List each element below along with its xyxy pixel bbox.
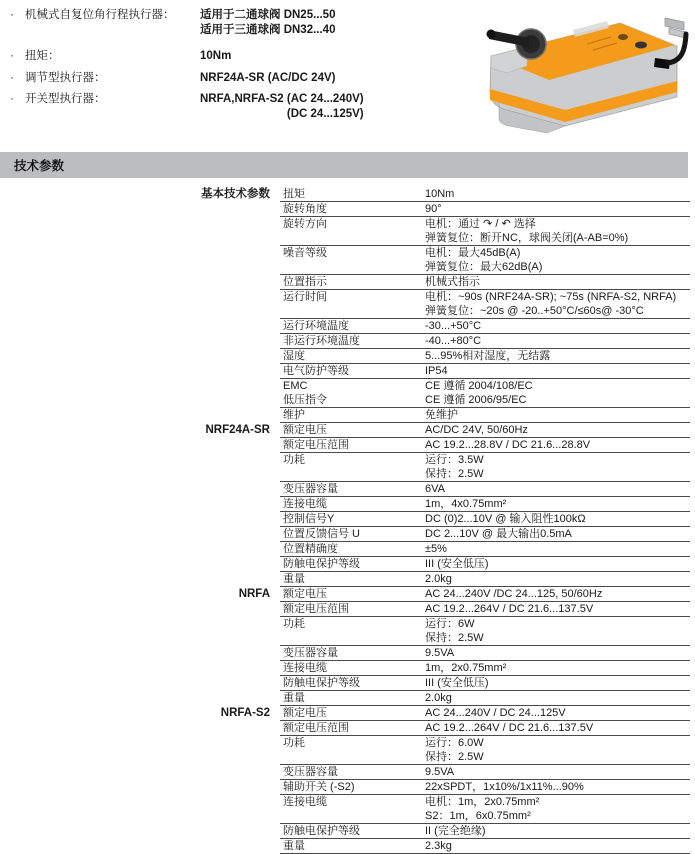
spec-label-line: 变压器容量 <box>283 647 338 659</box>
spec-value-line: II (完全绝缘) <box>425 825 486 837</box>
spec-label <box>280 617 425 645</box>
bullet-item <box>10 49 364 64</box>
spec-label <box>280 246 425 274</box>
group-label: NRFA <box>238 588 270 600</box>
group-label <box>0 542 280 557</box>
row-content <box>280 527 690 542</box>
spec-value <box>425 438 690 452</box>
row-content <box>280 572 690 587</box>
spec-label-line: 扭矩 <box>283 188 305 200</box>
spec-label <box>280 482 425 496</box>
spec-value <box>425 202 690 216</box>
spec-value-line: 免维护 <box>425 409 458 421</box>
row-content <box>280 557 690 572</box>
spec-label <box>280 706 425 720</box>
spec-label <box>280 587 425 601</box>
spec-value-line: DC (0)2...10V @ 输入阻性100kΩ <box>425 513 586 525</box>
spec-label <box>280 572 425 586</box>
bullet-item <box>10 8 364 37</box>
spec-value <box>425 527 690 541</box>
spec-value-line: 弹簧复位：断开NC，球阀关闭(A-AB=0%) <box>425 232 629 244</box>
table-row <box>0 290 690 319</box>
spec-value-line: IP54 <box>425 365 448 377</box>
spec-value <box>425 364 690 378</box>
spec-label-line: 功耗 <box>283 618 305 630</box>
group-label <box>0 691 280 706</box>
row-content <box>280 246 690 275</box>
table-row <box>0 676 690 691</box>
spec-value <box>425 676 690 690</box>
table-row <box>0 423 690 438</box>
bullet-value-line: NRF24A-SR (AC/DC 24V) <box>200 71 336 84</box>
table-row <box>0 617 690 646</box>
table-row <box>0 319 690 334</box>
spec-label-line: 旋转角度 <box>283 203 327 215</box>
spec-value-line: AC 24...240V / DC 24...125V <box>425 707 566 719</box>
spec-label <box>280 795 425 823</box>
spec-label-line: 湿度 <box>283 350 305 362</box>
spec-label-line: 重量 <box>283 692 305 704</box>
spec-label-line: 运行时间 <box>283 291 327 303</box>
spec-value <box>425 795 690 823</box>
bullet-marker: · <box>10 93 14 105</box>
group-label <box>0 319 280 334</box>
bullet-marker: · <box>10 9 14 21</box>
spec-table <box>0 187 690 854</box>
spec-value <box>425 217 690 245</box>
spec-value <box>425 408 690 422</box>
table-row <box>0 408 690 423</box>
table-row <box>0 217 690 246</box>
bullet-value-line: (DC 24...125V) <box>286 107 364 120</box>
spec-value-line: 电机：最大45dB(A) <box>425 247 521 259</box>
spec-value-line: AC 19.2...264V / DC 21.6...137.5V <box>425 722 594 734</box>
row-content <box>280 482 690 497</box>
spec-label-line: 额定电压范围 <box>283 439 349 451</box>
row-content <box>280 780 690 795</box>
row-content <box>280 349 690 364</box>
spec-value <box>425 736 690 764</box>
spec-value-line: III (安全低压) <box>425 677 489 689</box>
spec-label-line: 变压器容量 <box>283 766 338 778</box>
spec-value-line: 6VA <box>425 483 445 495</box>
table-row <box>0 824 690 839</box>
spec-value-line: 1m，2x0.75mm² <box>425 662 507 674</box>
bullet-value <box>200 92 364 121</box>
spec-label-line: 非运行环境温度 <box>283 335 360 347</box>
group-label <box>0 290 280 319</box>
spec-label-line: 变压器容量 <box>283 483 338 495</box>
intro-section <box>0 0 695 152</box>
spec-value <box>425 453 690 481</box>
spec-label-line: 噪音等级 <box>283 247 327 259</box>
spec-label <box>280 676 425 690</box>
spec-value-line: 保持：2.5W <box>425 632 484 644</box>
table-row <box>0 661 690 676</box>
bullet-label: 机械式自复位角行程执行器： <box>25 9 175 21</box>
group-label <box>0 646 280 661</box>
spec-value-line: 电机：通过 ↷ / ↶ 选择 <box>425 218 536 230</box>
spec-value <box>425 661 690 675</box>
spec-label <box>280 364 425 378</box>
table-row <box>0 482 690 497</box>
group-label <box>0 557 280 572</box>
spec-label-line: 额定电压 <box>283 588 327 600</box>
row-content <box>280 319 690 334</box>
row-content <box>280 512 690 527</box>
bullet-value <box>200 71 335 86</box>
row-content <box>280 706 690 721</box>
spec-value <box>425 572 690 586</box>
spec-label <box>280 453 425 481</box>
table-row <box>0 706 690 721</box>
row-content <box>280 691 690 706</box>
spec-label <box>280 602 425 616</box>
intro-list <box>10 8 364 128</box>
spec-label-line: 连接电缆 <box>283 796 327 808</box>
row-content <box>280 379 690 408</box>
row-content <box>280 364 690 379</box>
actuator-illustration <box>469 2 693 136</box>
group-label <box>0 349 280 364</box>
group-label <box>0 824 280 839</box>
spec-label <box>280 497 425 511</box>
table-row <box>0 438 690 453</box>
group-label <box>0 379 280 408</box>
spec-value-line: AC 19.2...28.8V / DC 21.6...28.8V <box>425 439 591 451</box>
row-content <box>280 290 690 319</box>
table-row <box>0 795 690 824</box>
spec-value-line: 2.0kg <box>425 573 452 585</box>
group-label <box>0 721 280 736</box>
row-content <box>280 275 690 290</box>
spec-label <box>280 202 425 216</box>
spec-label-line: 低压指令 <box>283 394 327 406</box>
spec-label <box>280 334 425 348</box>
spec-value <box>425 824 690 838</box>
bullet-value-line: NRFA,NRFA-S2 (AC 24...240V) <box>200 93 364 105</box>
spec-label-line: 连接电缆 <box>283 498 327 510</box>
bullet-label: 扭矩： <box>25 50 60 62</box>
spec-value <box>425 587 690 601</box>
manual-lever-knob <box>487 30 496 39</box>
spec-value-line: 2.3kg <box>425 840 452 852</box>
spec-value-line: AC/DC 24V, 50/60Hz <box>425 424 528 436</box>
spec-label-line: EMC <box>283 380 308 392</box>
table-row <box>0 246 690 275</box>
spec-label <box>280 423 425 437</box>
row-content <box>280 453 690 482</box>
spec-label <box>280 527 425 541</box>
spec-value <box>425 617 690 645</box>
spec-label-line: 额定电压 <box>283 424 327 436</box>
spec-value-line: 10Nm <box>425 188 455 200</box>
spec-label-line: 防触电保护等级 <box>283 677 360 689</box>
spec-value-line: 9.5VA <box>425 766 455 778</box>
bullet-label: 调节型执行器： <box>25 71 106 84</box>
row-content <box>280 423 690 438</box>
group-label: NRF24A-SR <box>205 424 270 436</box>
spec-label <box>280 691 425 705</box>
spec-label <box>280 187 425 201</box>
table-row <box>0 765 690 780</box>
group-label <box>0 765 280 780</box>
spec-value <box>425 512 690 526</box>
row-content <box>280 408 690 423</box>
spec-value-line: 运行：6.0W <box>425 737 484 749</box>
spec-value <box>425 497 690 511</box>
spec-value-line: 2.0kg <box>425 692 452 704</box>
group-label <box>0 676 280 691</box>
group-label <box>0 453 280 482</box>
table-row <box>0 379 690 408</box>
group-label <box>0 217 280 246</box>
table-row <box>0 202 690 217</box>
bullet-marker: · <box>10 71 14 84</box>
bullet-marker: · <box>10 50 14 62</box>
row-content <box>280 676 690 691</box>
spec-value <box>425 706 690 720</box>
spec-label <box>280 512 425 526</box>
spec-value <box>425 334 690 348</box>
row-content <box>280 587 690 602</box>
spec-value <box>425 542 690 556</box>
group-label: 基本技术参数 <box>201 188 270 200</box>
group-label <box>0 572 280 587</box>
spec-label <box>280 379 425 407</box>
spec-value <box>425 275 690 289</box>
spec-value <box>425 423 690 437</box>
group-label <box>0 275 280 290</box>
spec-value-line: -30...+50°C <box>425 320 482 332</box>
bullet-value <box>200 8 335 37</box>
spec-label-line: 辅助开关 (-S2) <box>283 781 355 793</box>
row-content <box>280 721 690 736</box>
spec-label <box>280 290 425 318</box>
spec-label-line: 电气防护等级 <box>283 365 349 377</box>
spec-label <box>280 839 425 853</box>
spec-value <box>425 187 690 201</box>
spec-value-line: 保持：2.5W <box>425 751 484 763</box>
spec-label <box>280 217 425 245</box>
spec-label-line: 额定电压范围 <box>283 722 349 734</box>
spec-label-line: 旋转方向 <box>283 218 327 230</box>
bullet-value <box>200 49 231 64</box>
spec-label-line: 重量 <box>283 840 305 852</box>
bullet-item <box>10 92 364 121</box>
group-label <box>0 334 280 349</box>
table-row <box>0 187 690 202</box>
group-label <box>0 364 280 379</box>
row-content <box>280 542 690 557</box>
table-row <box>0 334 690 349</box>
table-row <box>0 557 690 572</box>
row-content <box>280 795 690 824</box>
spec-value-line: 保持：2.5W <box>425 468 484 480</box>
spec-value <box>425 482 690 496</box>
spec-label <box>280 275 425 289</box>
group-label <box>0 602 280 617</box>
table-row <box>0 602 690 617</box>
spec-label-line: 连接电缆 <box>283 662 327 674</box>
spec-label-line: 额定电压范围 <box>283 603 349 615</box>
bullet-label: 开关型执行器： <box>25 93 106 105</box>
group-label <box>0 780 280 795</box>
spec-label-line: 控制信号Y <box>283 513 335 525</box>
table-row <box>0 527 690 542</box>
spec-value-line: 22xSPDT，1x10%/1x11%...90% <box>425 781 584 793</box>
spec-label <box>280 542 425 556</box>
group-label <box>0 617 280 646</box>
row-content <box>280 617 690 646</box>
spec-value <box>425 557 690 571</box>
row-content <box>280 765 690 780</box>
row-content <box>280 661 690 676</box>
spec-label <box>280 408 425 422</box>
spec-label-line: 额定电压 <box>283 707 327 719</box>
table-row <box>0 453 690 482</box>
group-label: NRFA-S2 <box>220 707 270 719</box>
spec-value-line: 弹簧复位：最大62dB(A) <box>425 261 543 273</box>
spec-label <box>280 824 425 838</box>
spec-label-line: 维护 <box>283 409 305 421</box>
spec-value-line: III (安全低压) <box>425 558 489 570</box>
section-title: 技术参数 <box>14 159 65 173</box>
top-face-port <box>618 34 628 40</box>
spec-value-line: 弹簧复位：~20s @ -20..+50°C/≤60s@ -30°C <box>425 305 644 317</box>
spec-value-line: 5...95%相对湿度，无结露 <box>425 350 551 362</box>
table-row <box>0 349 690 364</box>
spec-value-line: 运行：6W <box>425 618 475 630</box>
table-row <box>0 780 690 795</box>
row-content <box>280 217 690 246</box>
group-label <box>0 202 280 217</box>
spec-value <box>425 290 690 318</box>
bullet-value-line: 10Nm <box>200 50 232 62</box>
row-content <box>280 736 690 765</box>
row-content <box>280 202 690 217</box>
row-content <box>280 602 690 617</box>
spec-label <box>280 438 425 452</box>
row-content <box>280 497 690 512</box>
bullet-value-line: 适用于二通球阀 DN25...50 <box>200 9 336 21</box>
spec-value-line: 电机：~90s (NRF24A-SR); ~75s (NRFA-S2, NRFA) <box>425 291 677 303</box>
table-row <box>0 542 690 557</box>
table-row <box>0 736 690 765</box>
product-image <box>469 2 693 136</box>
table-row <box>0 587 690 602</box>
spec-value-line: DC 2...10V @ 最大输出0.5mA <box>425 528 572 540</box>
spec-value-line: 1m，4x0.75mm² <box>425 498 507 510</box>
spec-value-line: ±5% <box>425 543 447 555</box>
spec-value-line: 9.5VA <box>425 647 455 659</box>
spec-value <box>425 765 690 779</box>
spec-value <box>425 839 690 853</box>
row-content <box>280 187 690 202</box>
section-header-bar <box>0 152 688 178</box>
spec-value <box>425 602 690 616</box>
spec-label <box>280 721 425 735</box>
spec-label <box>280 349 425 363</box>
spec-value <box>425 691 690 705</box>
spec-label-line: 功耗 <box>283 737 305 749</box>
spec-label-line: 位置精确度 <box>283 543 338 555</box>
bullet-item <box>10 71 364 86</box>
spec-value-line: 运行：3.5W <box>425 454 484 466</box>
spec-label <box>280 661 425 675</box>
table-row <box>0 721 690 736</box>
bullet-value-line: 适用于三通球阀 DN32...40 <box>200 23 336 36</box>
row-content <box>280 646 690 661</box>
spec-label-line: 防触电保护等级 <box>283 825 360 837</box>
spec-value-line: AC 24...240V /DC 24...125, 50/60Hz <box>425 588 603 600</box>
spec-value <box>425 379 690 407</box>
spec-value <box>425 246 690 274</box>
spec-value-line: 90° <box>425 203 442 215</box>
spec-label <box>280 557 425 571</box>
spec-label-line: 功耗 <box>283 454 305 466</box>
table-row <box>0 364 690 379</box>
group-label <box>0 482 280 497</box>
group-label <box>0 438 280 453</box>
spec-label <box>280 646 425 660</box>
spec-value-line: AC 19.2...264V / DC 21.6...137.5V <box>425 603 594 615</box>
spec-value-line: CE 遵循 2004/108/EC <box>425 380 533 392</box>
spec-label <box>280 319 425 333</box>
table-row <box>0 646 690 661</box>
spec-value <box>425 721 690 735</box>
group-label <box>0 246 280 275</box>
group-label <box>0 527 280 542</box>
spec-value <box>425 319 690 333</box>
group-label <box>0 512 280 527</box>
spec-label-line: 运行环境温度 <box>283 320 349 332</box>
table-row <box>0 512 690 527</box>
group-label <box>0 497 280 512</box>
spec-label <box>280 765 425 779</box>
spec-value-line: -40...+80°C <box>425 335 482 347</box>
spec-value <box>425 646 690 660</box>
spec-label <box>280 736 425 764</box>
spec-label-line: 位置指示 <box>283 276 327 288</box>
top-face-connector <box>635 42 647 49</box>
spec-value-line: 电机：1m，2x0.75mm² <box>425 796 540 808</box>
table-row <box>0 497 690 512</box>
group-label <box>0 795 280 824</box>
group-label <box>0 736 280 765</box>
spec-label-line: 重量 <box>283 573 305 585</box>
spec-label <box>280 780 425 794</box>
table-row <box>0 691 690 706</box>
table-row <box>0 572 690 587</box>
row-content <box>280 334 690 349</box>
spec-value-line: CE 遵循 2006/95/EC <box>425 394 527 406</box>
mounting-bracket <box>665 18 684 30</box>
group-label <box>0 661 280 676</box>
spec-value <box>425 780 690 794</box>
spec-value-line: S2：1m，6x0.75mm² <box>425 810 531 822</box>
spec-label-line: 位置反馈信号 U <box>283 528 360 540</box>
table-row <box>0 275 690 290</box>
spec-value <box>425 349 690 363</box>
group-label <box>0 408 280 423</box>
spec-label-line: 防触电保护等级 <box>283 558 360 570</box>
spec-value-line: 机械式指示 <box>425 276 480 288</box>
row-content <box>280 824 690 839</box>
row-content <box>280 438 690 453</box>
